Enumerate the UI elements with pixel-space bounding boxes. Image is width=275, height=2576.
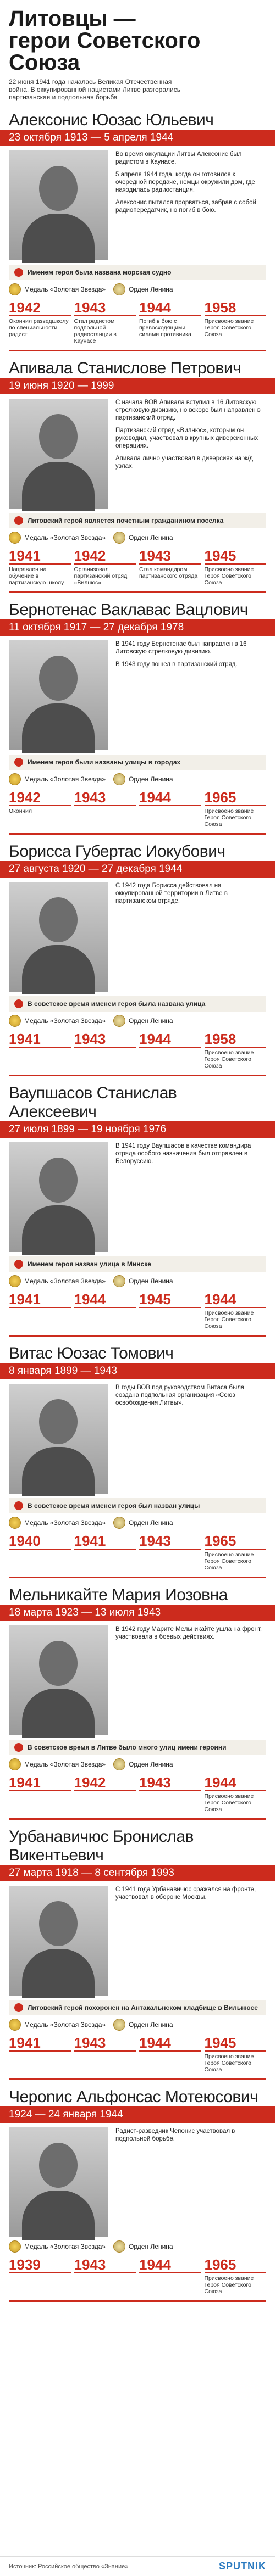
- memorial-note: [9, 1256, 266, 1272]
- memorial-note-text: Именем героя были названы улицы в городах: [28, 758, 181, 766]
- timeline-item: [74, 548, 136, 586]
- awards-row: [0, 2015, 275, 2031]
- timeline-year: 1942: [9, 789, 41, 806]
- timeline-year: 1943: [74, 1031, 106, 1047]
- title-line-2: герои Советского Союза: [9, 29, 201, 75]
- awards-row: [0, 280, 275, 295]
- timeline-item: [139, 548, 201, 586]
- bio-paragraph: Во время оккупации Литвы Алексонис был радистом в Каунасе.: [116, 151, 242, 165]
- memorial-note: [9, 1498, 266, 1513]
- awards-row: [0, 1272, 275, 1287]
- hero-card: [0, 1344, 275, 1582]
- timeline-year: 1958: [204, 1031, 237, 1047]
- hero-dates-bar: [0, 2106, 275, 2123]
- portrait-head: [39, 1158, 78, 1203]
- timeline-text: Направлен на обучение в партизанскую школу: [9, 563, 71, 586]
- hero-bio: [116, 399, 266, 509]
- award: [113, 1015, 173, 1027]
- source-text: Источник: Российское общество «Знание»: [9, 2563, 129, 2570]
- section-divider: [9, 350, 266, 351]
- portrait-body: [22, 1205, 95, 1255]
- section-divider: [9, 1577, 266, 1578]
- memorial-note: [9, 755, 266, 770]
- order-of-lenin-icon: [113, 1758, 125, 1770]
- memorial-note-text: В советское время именем героя был назван улицы: [28, 1502, 200, 1510]
- order-of-lenin-icon: [113, 283, 125, 295]
- hero-portrait: [9, 640, 108, 750]
- timeline-text: Стал радистом подпольной радиостанции в Каунасе: [74, 315, 136, 344]
- bio-paragraph: В годы ВОВ под руководством Витаса была создана подпольная организация «Союз освобождения Литвы».: [116, 1384, 245, 1406]
- timeline-year: 1944: [139, 2256, 171, 2273]
- gold-star-medal-icon: [9, 2019, 21, 2031]
- timeline-year: 1944: [139, 789, 171, 806]
- timeline-year: 1943: [139, 1774, 171, 1791]
- hero-portrait: [9, 1384, 108, 1494]
- award: [9, 1275, 106, 1287]
- memorial-note: [9, 996, 266, 1012]
- hero-dates-bar: [0, 1121, 275, 1138]
- bio-paragraph: Апивала лично участвовал в диверсиях на ж/д узлах.: [116, 455, 253, 470]
- hero-name: Чеponис Альфонсас Мотеюсович: [9, 2088, 258, 2106]
- hero-dates: 18 марта 1923 — 13 июля 1943: [9, 1607, 161, 1618]
- timeline-year: 1965: [204, 789, 237, 806]
- bio-paragraph: Радист-разведчик Чепонис участвовал в подпольной борьбе.: [116, 2128, 235, 2142]
- timeline-item: [9, 1292, 71, 1329]
- timeline-item: [205, 300, 267, 344]
- gold-star-medal-icon: [9, 532, 21, 544]
- award-label: Орден Ленина: [129, 1761, 173, 1768]
- award: [113, 2019, 173, 2031]
- timeline-item: [9, 300, 71, 344]
- gold-star-medal-icon: [9, 1758, 21, 1770]
- timeline-text: Присвоено звание Героя Советского Союза: [205, 1549, 267, 1571]
- timeline-text: Присвоено звание Героя Советского Союза: [205, 2272, 267, 2295]
- portrait-head: [39, 1901, 78, 1946]
- info-icon: [14, 1260, 23, 1269]
- portrait-body: [22, 2191, 95, 2240]
- info-icon: [14, 1743, 23, 1752]
- award: [113, 532, 173, 544]
- awards-row: [0, 1755, 275, 1770]
- timeline-item: [205, 1292, 267, 1329]
- portrait-body: [22, 1949, 95, 1998]
- hero-name: Урбанавичюс Брониcлав Викентьевич: [9, 1828, 194, 1864]
- hero-body: [0, 394, 275, 509]
- hero-portrait: [9, 1625, 108, 1735]
- hero-card: [0, 842, 275, 1080]
- hero-card: [0, 1586, 275, 1823]
- gold-star-medal-icon: [9, 1517, 21, 1529]
- portrait-body: [22, 703, 95, 753]
- timeline-item: [9, 1533, 71, 1571]
- timeline-item: [139, 1292, 201, 1329]
- timeline-year: 1941: [9, 1774, 41, 1791]
- award-label: Орден Ленина: [129, 2021, 173, 2029]
- hero-timeline: [0, 295, 275, 345]
- timeline-year: 1944: [139, 2035, 171, 2051]
- timeline-year: 1944: [139, 1031, 171, 1047]
- award-label: Медаль «Золотая Звезда»: [24, 2021, 106, 2029]
- hero-body: [0, 1138, 275, 1252]
- timeline-text: Присвоено звание Героя Советского Союза: [205, 1790, 267, 1813]
- memorial-note-text: Литовский герой является почетным гражданином поселка: [28, 517, 224, 524]
- timeline-year: 1941: [9, 1291, 41, 1307]
- title-line-1: Литовцы —: [9, 7, 136, 31]
- award: [9, 2019, 106, 2031]
- portrait-head: [39, 656, 78, 701]
- info-icon: [14, 516, 23, 525]
- awards-row: [0, 770, 275, 785]
- award-label: Орден Ленина: [129, 1017, 173, 1025]
- bio-paragraph: Алексонис пытался прорваться, забрав с собой радиопередатчик, но погиб в бою.: [116, 199, 256, 214]
- timeline-year: 1944: [204, 1774, 237, 1791]
- order-of-lenin-icon: [113, 1275, 125, 1287]
- section-divider: [9, 1335, 266, 1337]
- timeline-text: Стал командиром партизанского отряда: [139, 563, 201, 579]
- timeline-item: [9, 2257, 71, 2295]
- award: [113, 2240, 173, 2253]
- timeline-text: Присвоено звание Героя Советского Союза: [205, 805, 267, 828]
- bio-paragraph: С начала ВОВ Апивала вступил в 16 Литовскую стрелковую дивизию, но вскоре был направлен в партизанский отряд.: [116, 399, 261, 421]
- timeline-text: Присвоено звание Героя Советского Союза: [205, 1047, 267, 1069]
- hero-name: Алексонис Юозас Юльевич: [9, 111, 214, 129]
- gold-star-medal-icon: [9, 1015, 21, 1027]
- timeline-year: 1941: [9, 1031, 41, 1047]
- memorial-note-text: В советское время в Литве было много улиц имени героини: [28, 1744, 227, 1751]
- timeline-year: 1945: [204, 547, 237, 564]
- hero-timeline: [0, 785, 275, 829]
- timeline-year: 1944: [204, 1291, 237, 1307]
- timeline-item: [139, 1775, 201, 1813]
- award-label: Орден Ленина: [129, 775, 173, 783]
- timeline-item: [205, 2257, 267, 2295]
- hero-bio: [116, 150, 266, 260]
- memorial-note: [9, 1740, 266, 1755]
- info-icon: [14, 1501, 23, 1510]
- header: [0, 0, 275, 107]
- memorial-note-text: Литовский герой похоронен на Антакальнском кладбище в Вильнюсе: [28, 2004, 258, 2011]
- hero-timeline: [0, 2031, 275, 2074]
- award-label: Медаль «Золотая Звезда»: [24, 286, 106, 293]
- awards-row: [0, 1012, 275, 1027]
- award: [9, 532, 106, 544]
- timeline-item: [9, 2035, 71, 2073]
- award-label: Медаль «Золотая Звезда»: [24, 1017, 106, 1025]
- hero-timeline: [0, 1529, 275, 1572]
- hero-dates: 8 января 1899 — 1943: [9, 1365, 118, 1377]
- timeline-year: 1941: [74, 1533, 106, 1549]
- award: [9, 2240, 106, 2253]
- memorial-note: [9, 2000, 266, 2015]
- hero-name: Борисса Губертас Иокубович: [9, 842, 226, 860]
- award-label: Орден Ленина: [129, 1519, 173, 1527]
- portrait-body: [22, 1447, 95, 1496]
- hero-dates: 11 октября 1917 — 27 декабря 1978: [9, 622, 184, 633]
- hero-body: [0, 1621, 275, 1735]
- timeline-item: [205, 1775, 267, 1813]
- timeline-year: 1943: [74, 789, 106, 806]
- timeline-item: [139, 2035, 201, 2073]
- timeline-year: 1943: [74, 299, 106, 316]
- timeline-item: [205, 1031, 267, 1069]
- timeline-item: [205, 2035, 267, 2073]
- bio-paragraph: В 1942 году Марите Мельникайте ушла на фронт, участвовала в боевых действиях.: [116, 1626, 262, 1640]
- intro-text: 22 июня 1941 года началась Великая Отечественная война. В оккупированной нацистами Литве разгорались партизанская и подпольная борьба: [9, 78, 180, 101]
- timeline-year: 1965: [204, 1533, 237, 1549]
- timeline-item: [139, 1031, 201, 1069]
- timeline-year: 1940: [9, 1533, 41, 1549]
- timeline-text: Погиб в бою с превосходящими силами противника: [139, 315, 201, 338]
- info-icon: [14, 999, 23, 1008]
- section-divider: [9, 1075, 266, 1076]
- hero-portrait: [9, 399, 108, 509]
- timeline-year: 1945: [204, 2035, 237, 2051]
- bio-paragraph: 5 апреля 1944 года, когда он готовился к очередной передаче, немцы окружили дом, где находилась радиостанция.: [116, 171, 255, 193]
- timeline-item: [139, 1533, 201, 1571]
- timeline-text: Окончил: [9, 805, 71, 814]
- memorial-note-text: Именем героя назван улица в Минске: [28, 1260, 151, 1268]
- timeline-year: 1943: [139, 1533, 171, 1549]
- order-of-lenin-icon: [113, 1517, 125, 1529]
- timeline-year: 1943: [139, 547, 171, 564]
- section-divider: [9, 1818, 266, 1820]
- portrait-head: [39, 1641, 78, 1686]
- award-label: Медаль «Золотая Звезда»: [24, 534, 106, 541]
- order-of-lenin-icon: [113, 2019, 125, 2031]
- award: [113, 773, 173, 785]
- gold-star-medal-icon: [9, 773, 21, 785]
- hero-dates: 23 октября 1913 — 5 апреля 1944: [9, 132, 174, 143]
- portrait-head: [39, 166, 78, 211]
- timeline-text: Организовал партизанский отряд «Вилнюс»: [74, 563, 136, 586]
- section-divider: [9, 591, 266, 593]
- timeline-item: [9, 1775, 71, 1813]
- award: [113, 283, 173, 295]
- hero-timeline: [0, 2253, 275, 2296]
- memorial-note: [9, 265, 266, 280]
- timeline-year: 1943: [74, 2256, 106, 2273]
- timeline-item: [205, 1533, 267, 1571]
- hero-dates-bar: [0, 1865, 275, 1881]
- hero-dates: 27 июля 1899 — 19 ноября 1976: [9, 1124, 167, 1135]
- award: [113, 1517, 173, 1529]
- timeline-item: [9, 1031, 71, 1069]
- awards-row: [0, 1513, 275, 1529]
- award: [113, 1275, 173, 1287]
- timeline-year: 1941: [9, 547, 41, 564]
- hero-portrait: [9, 882, 108, 992]
- hero-bio: [116, 640, 266, 750]
- bio-paragraph: С 1942 года Борисса действовал на оккупированной территории в Литве в партизанском отряде.: [116, 882, 228, 904]
- timeline-year: 1941: [9, 2035, 41, 2051]
- gold-star-medal-icon: [9, 283, 21, 295]
- order-of-lenin-icon: [113, 773, 125, 785]
- hero-dates-bar: [0, 130, 275, 146]
- award-label: Медаль «Золотая Звезда»: [24, 1519, 106, 1527]
- hero-dates-bar: [0, 1605, 275, 1621]
- hero-bio: [116, 1142, 266, 1252]
- hero-portrait: [9, 1886, 108, 1996]
- portrait-body: [22, 945, 95, 994]
- hero-name: Апивала Станислове Петрович: [9, 359, 241, 377]
- hero-dates-bar: [0, 619, 275, 636]
- hero-timeline: [0, 1770, 275, 1814]
- hero-body: [0, 636, 275, 750]
- awards-row: [0, 528, 275, 544]
- memorial-note-text: Именем героя была названа морская судно: [28, 269, 172, 276]
- award-label: Медаль «Золотая Звезда»: [24, 775, 106, 783]
- timeline-year: 1942: [74, 547, 106, 564]
- hero-timeline: [0, 1287, 275, 1331]
- timeline-item: [9, 790, 71, 828]
- timeline-text: Окончил разведшколу по специальности радист: [9, 315, 71, 338]
- hero-dates: 19 июня 1920 — 1999: [9, 380, 114, 392]
- timeline-item: [74, 2257, 136, 2295]
- timeline-year: 1944: [74, 1291, 106, 1307]
- award: [9, 283, 106, 295]
- gold-star-medal-icon: [9, 2240, 21, 2253]
- memorial-note-text: В советское время именем героя была названа улица: [28, 1000, 206, 1008]
- timeline-text: Присвоено звание Героя Советского Союза: [205, 315, 267, 338]
- timeline-item: [74, 2035, 136, 2073]
- hero-dates: 1924 — 24 января 1944: [9, 2109, 123, 2120]
- section-divider: [9, 833, 266, 835]
- timeline-item: [139, 790, 201, 828]
- timeline-year: 1942: [9, 299, 41, 316]
- hero-timeline: [0, 1027, 275, 1070]
- bio-paragraph: В 1943 году пошел в партизанский отряд.: [116, 661, 238, 668]
- timeline-item: [74, 1775, 136, 1813]
- award: [113, 1758, 173, 1770]
- timeline-text: Присвоено звание Героя Советского Союза: [205, 2050, 267, 2073]
- portrait-head: [39, 2143, 78, 2188]
- hero-card: [0, 1084, 275, 1340]
- award: [9, 773, 106, 785]
- hero-card: [0, 601, 275, 838]
- gold-star-medal-icon: [9, 1275, 21, 1287]
- order-of-lenin-icon: [113, 2240, 125, 2253]
- hero-name: Ваупшасов Станислав Алексеевич: [9, 1084, 177, 1121]
- timeline-year: 1945: [139, 1291, 171, 1307]
- hero-body: [0, 878, 275, 992]
- hero-name: Бернотенас Ваклавас Вацлович: [9, 601, 249, 619]
- award-label: Орден Ленина: [129, 286, 173, 293]
- timeline-year: 1965: [204, 2256, 237, 2273]
- hero-bio: [116, 882, 266, 992]
- order-of-lenin-icon: [113, 1015, 125, 1027]
- timeline-item: [139, 300, 201, 344]
- timeline-text: Присвоено звание Героя Советского Союза: [205, 1307, 267, 1329]
- info-icon: [14, 758, 23, 767]
- hero-portrait: [9, 150, 108, 260]
- timeline-item: [74, 1533, 136, 1571]
- hero-body: [0, 1379, 275, 1494]
- portrait-head: [39, 897, 78, 942]
- hero-bio: [116, 2127, 266, 2237]
- hero-dates-bar: [0, 1363, 275, 1379]
- hero-bio: [116, 1384, 266, 1494]
- hero-bio: [116, 1886, 266, 1996]
- portrait-body: [22, 214, 95, 263]
- hero-card: [0, 2088, 275, 2305]
- timeline-text: Присвоено звание Героя Советского Союза: [205, 563, 267, 586]
- timeline-item: [205, 548, 267, 586]
- award-label: Медаль «Золотая Звезда»: [24, 1761, 106, 1768]
- timeline-item: [205, 790, 267, 828]
- info-icon: [14, 268, 23, 277]
- section-divider: [9, 2300, 266, 2302]
- award: [9, 1015, 106, 1027]
- timeline-year: 1942: [74, 1774, 106, 1791]
- hero-dates: 27 августа 1920 — 27 декабря 1944: [9, 863, 183, 875]
- hero-dates-bar: [0, 378, 275, 394]
- timeline-item: [139, 2257, 201, 2295]
- timeline-item: [74, 1292, 136, 1329]
- hero-name: Мельникайте Мария Иозовна: [9, 1586, 228, 1604]
- award-label: Медаль «Золотая Звезда»: [24, 1277, 106, 1285]
- page-title: [9, 8, 266, 74]
- timeline-year: 1958: [204, 299, 237, 316]
- hero-body: [0, 1881, 275, 1996]
- hero-card: [0, 111, 275, 355]
- bio-paragraph: В 1941 году Бернотенас был направлен в 16 Литовскую стрелковую дивизию.: [116, 641, 247, 655]
- hero-dates-bar: [0, 861, 275, 878]
- order-of-lenin-icon: [113, 532, 125, 544]
- award-label: Орден Ленина: [129, 534, 173, 541]
- memorial-note: [9, 513, 266, 528]
- portrait-body: [22, 462, 95, 511]
- hero-timeline: [0, 544, 275, 587]
- hero-portrait: [9, 2127, 108, 2237]
- footer: [0, 2556, 275, 2576]
- hero-portrait: [9, 1142, 108, 1252]
- timeline-item: [74, 790, 136, 828]
- hero-card: [0, 1828, 275, 2083]
- hero-name: Витас Юозас Томович: [9, 1344, 174, 1362]
- award: [9, 1517, 106, 1529]
- hero-card: [0, 359, 275, 596]
- timeline-year: 1943: [74, 2035, 106, 2051]
- portrait-head: [39, 414, 78, 459]
- timeline-item: [9, 548, 71, 586]
- award-label: Медаль «Золотая Звезда»: [24, 2243, 106, 2250]
- hero-body: [0, 2123, 275, 2237]
- timeline-year: 1944: [139, 299, 171, 316]
- award-label: Орден Ленина: [129, 1277, 173, 1285]
- hero-bio: [116, 1625, 266, 1735]
- brand-logo: SPUTNIK: [218, 2561, 266, 2572]
- bio-paragraph: Партизанский отряд «Вилнюс», которым он руководил, участвовал в крупных диверсионных операциях.: [116, 427, 258, 449]
- hero-list: [0, 111, 275, 2305]
- award: [9, 1758, 106, 1770]
- bio-paragraph: С 1941 года Урбанавичюс сражался на фронте, участвовал в обороне Москвы.: [116, 1886, 256, 1901]
- bio-paragraph: В 1941 году Ваупшасов в качестве командира отряда особого назначения был отправлен в Белоруссию.: [116, 1143, 251, 1165]
- section-divider: [9, 2078, 266, 2080]
- timeline-year: 1939: [9, 2256, 41, 2273]
- hero-body: [0, 146, 275, 260]
- portrait-body: [22, 1689, 95, 1738]
- timeline-item: [74, 1031, 136, 1069]
- timeline-item: [74, 300, 136, 344]
- hero-dates: 27 марта 1918 — 8 сентября 1993: [9, 1867, 174, 1879]
- info-icon: [14, 2003, 23, 2012]
- portrait-head: [39, 1399, 78, 1444]
- award-label: Орден Ленина: [129, 2243, 173, 2250]
